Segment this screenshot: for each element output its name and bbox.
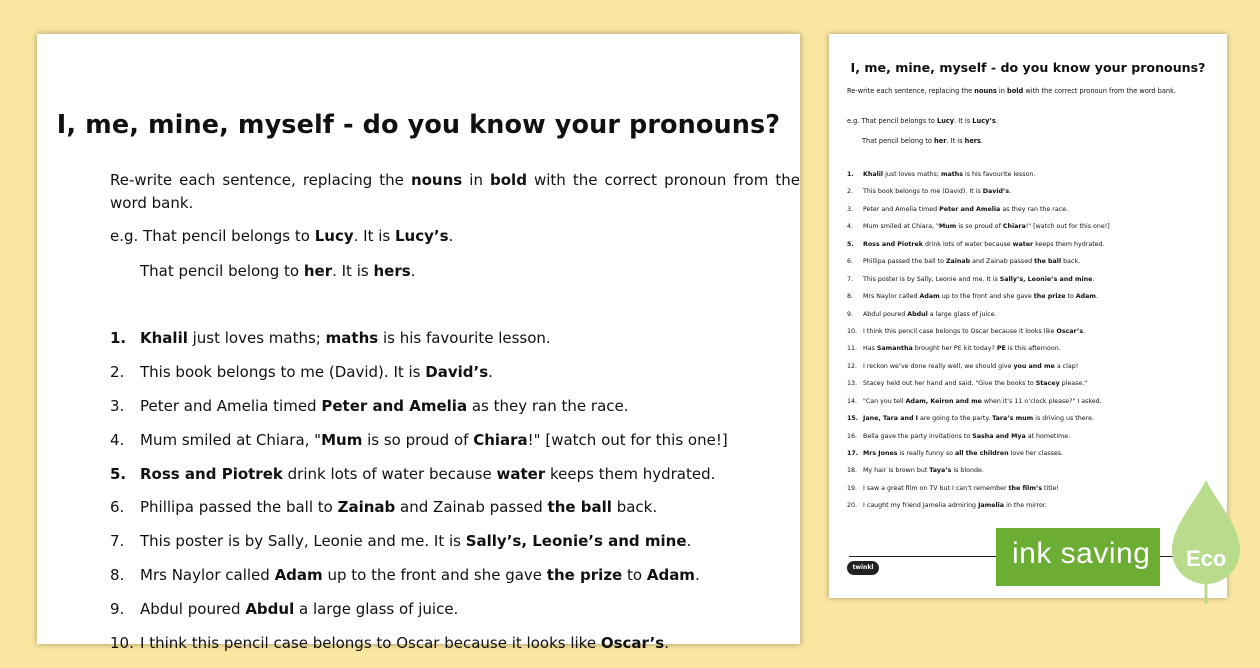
bold-noun: nouns [974, 87, 997, 95]
question-item [110, 329, 728, 363]
question-number: 7. [110, 532, 125, 551]
text-run: This book belongs to me (David). It is [140, 362, 426, 381]
bold-noun: Sally’s, Leonie’s and mine [999, 275, 1093, 283]
bold-noun: Ross and Piotrek [140, 464, 283, 483]
question-number: 11. [847, 345, 858, 353]
bold-noun: Chiara [1002, 223, 1026, 231]
bold-noun: Lucy [314, 227, 354, 245]
question-item [847, 467, 1110, 484]
text-run: e.g. That pencil belongs to [847, 117, 937, 125]
eco-label: Eco [1186, 546, 1227, 571]
text-run: and Zainab passed [970, 258, 1035, 266]
text-run: . [694, 566, 700, 585]
bold-noun: water [496, 464, 546, 483]
text-run: just loves maths; [187, 329, 326, 347]
question-item [847, 345, 1110, 362]
bold-noun: Adam [919, 293, 940, 301]
text-run: . [980, 137, 984, 145]
question-item [847, 188, 1110, 205]
question-item [847, 380, 1110, 397]
question-item [110, 634, 728, 668]
question-item [110, 363, 728, 397]
bold-noun: PE [996, 345, 1006, 353]
text-run: just loves maths; [883, 171, 941, 178]
question-item [847, 276, 1110, 293]
bold-noun: the prize [546, 566, 623, 585]
question-number: 20. [847, 502, 858, 510]
bold-noun: David’s [425, 362, 489, 381]
text-run: drink lots of water because [282, 464, 497, 483]
bold-noun: Taya’s [929, 467, 952, 475]
text-run: as they ran the race. [467, 396, 629, 415]
question-item [110, 498, 728, 532]
text-run: . [488, 362, 493, 381]
bold-noun: Abdul [245, 600, 295, 619]
question-item [847, 258, 1110, 275]
bold-noun: Abdul [907, 310, 928, 318]
text-run: . It is [353, 227, 395, 245]
question-item [847, 433, 1110, 450]
text-run: This poster is by Sally, Leonie and me. It is [863, 275, 1000, 283]
bold-noun: Mrs Jones [863, 450, 898, 457]
text-run: . [664, 634, 669, 653]
question-number: 9. [110, 600, 125, 619]
text-run: !" [watch out for this one!] [527, 430, 728, 449]
text-run: I reckon we’ve done really well, we should give [863, 362, 1014, 370]
bold-noun: nouns [410, 171, 463, 189]
question-number: 6. [847, 258, 854, 266]
bold-noun: Sasha and Mya [972, 432, 1026, 440]
text-run: I caught my friend Jamelia admiring [863, 502, 979, 510]
question-item [847, 311, 1110, 328]
bold-noun: Zainab [337, 498, 396, 517]
text-run: Bella gave the party invitations to [863, 432, 973, 440]
thumbnail-example-1 [847, 117, 998, 125]
question-item [847, 450, 1110, 467]
bold-noun: Adam, Keiron and me [905, 397, 982, 405]
text-run: . It is [954, 117, 973, 125]
text-run: . [1092, 275, 1095, 283]
bold-noun: Tara’s mum [992, 415, 1034, 423]
bold-noun: her [303, 262, 333, 280]
question-number: 8. [110, 566, 125, 585]
text-run: are going to the party. [917, 415, 993, 423]
question-number: 9. [847, 310, 854, 318]
question-number: 3. [110, 396, 125, 415]
question-item [847, 223, 1110, 240]
text-run: to [622, 566, 647, 585]
bold-noun: Mum [321, 430, 363, 449]
bold-noun: maths [940, 171, 963, 178]
ink-saving-text: ink saving [1012, 537, 1151, 570]
question-number: 1. [847, 171, 854, 178]
question-number: 19. [847, 484, 858, 492]
text-run: is really funny so [897, 450, 955, 457]
text-run: a large glass of juice. [294, 600, 459, 619]
text-run: Has [863, 345, 877, 353]
thumbnail-question-list [847, 171, 1110, 520]
question-number: 12. [847, 362, 858, 370]
text-run: Mrs Naylor called [140, 566, 275, 585]
thumbnail-instruction [847, 87, 1209, 97]
bold-noun: the prize [1033, 293, 1066, 301]
question-item [847, 241, 1110, 258]
text-run: back. [611, 498, 658, 517]
text-run: up to the front and she gave [322, 566, 547, 585]
bold-noun: Ross and Piotrek [863, 240, 923, 248]
text-run: Stacey held out her hand and said, "Give the books to [863, 380, 1036, 388]
question-number: 16. [847, 432, 858, 440]
thumbnail-example-2 [862, 137, 983, 145]
text-run: is so proud of [362, 430, 474, 449]
bold-noun: Sally’s, Leonie’s and mine [465, 532, 687, 551]
text-run: I think this pencil case belongs to Oscar because it looks like [140, 634, 601, 653]
question-number: 17. [847, 450, 859, 457]
text-run: . [1096, 293, 1099, 301]
question-item [847, 328, 1110, 345]
text-run: drink lots of water because [922, 240, 1013, 248]
worksheet-title: I, me, mine, myself - do you know your pronouns? [56, 110, 781, 140]
text-run: . [1009, 188, 1012, 196]
text-run: That pencil belong to [140, 262, 304, 280]
bold-noun: Peter and Amelia [321, 396, 468, 415]
text-run: in the mirror. [1004, 502, 1047, 510]
text-run: Mrs Naylor called [863, 293, 920, 301]
bold-noun: Peter and Amelia [939, 205, 1001, 213]
text-run: e.g. That pencil belongs to [110, 227, 315, 245]
question-number: 5. [847, 240, 854, 248]
text-run: Phillipa passed the ball to [863, 258, 946, 266]
bold-noun: the ball [1034, 258, 1062, 266]
question-item [847, 293, 1110, 310]
question-list [110, 329, 728, 668]
question-number: 7. [847, 275, 854, 283]
text-run: is so proud of [956, 223, 1003, 231]
text-run: Abdul poured [140, 600, 246, 619]
eco-leaf-icon [1166, 474, 1246, 606]
bold-noun: Lucy [937, 117, 955, 125]
text-run: Mum smiled at Chiara, " [140, 430, 322, 449]
text-run: a large glass of juice. [927, 310, 997, 318]
bold-noun: Jamelia [978, 502, 1005, 510]
text-run: Mum smiled at Chiara, " [863, 223, 940, 231]
question-number: 6. [110, 498, 125, 517]
bold-noun: Adam [1075, 293, 1096, 301]
example-line-1 [110, 227, 453, 245]
text-run: love her classes. [1008, 450, 1064, 457]
text-run: as they ran the race. [1000, 205, 1069, 213]
question-number: 15. [847, 415, 859, 423]
question-item [110, 431, 728, 465]
bold-noun: the ball [547, 498, 612, 517]
bold-noun: her [934, 137, 947, 145]
text-run: That pencil belong to [862, 137, 935, 145]
question-item [847, 415, 1110, 432]
text-run: . [686, 532, 692, 551]
bold-noun: bold [1007, 87, 1024, 95]
text-run: This poster is by Sally, Leonie and me. It is [140, 532, 466, 551]
question-item [847, 398, 1110, 415]
question-number: 18. [847, 467, 858, 475]
bold-noun: you and me [1013, 362, 1055, 370]
question-number: 10. [847, 327, 858, 335]
question-item [110, 465, 728, 499]
text-run: . [410, 262, 416, 280]
bold-noun: hers [373, 262, 411, 280]
text-run: Re-write each sentence, replacing the [847, 87, 975, 95]
worksheet-page-large [37, 34, 800, 653]
question-number: 8. [847, 293, 854, 301]
text-run: to [1065, 293, 1076, 301]
question-item [847, 502, 1110, 519]
question-number: 1. [110, 329, 127, 347]
text-run: Abdul poured [863, 310, 908, 318]
text-run: when it’s 11 o’clock please?" I asked. [981, 397, 1102, 405]
text-run: back. [1061, 258, 1081, 266]
instruction-text [110, 169, 800, 215]
bold-noun: Stacey [1035, 380, 1060, 388]
text-run: This book belongs to me (David). It is [863, 188, 983, 196]
bold-noun: bold [490, 171, 527, 189]
bold-noun: Adam [646, 566, 695, 585]
text-run: title! [1042, 484, 1059, 492]
thumbnail-title: I, me, mine, myself - do you know your pronouns? [850, 60, 1206, 75]
text-run: is blonde. [951, 467, 984, 475]
text-run: is his favourite lesson. [378, 329, 551, 347]
question-item [847, 363, 1110, 380]
text-run: . [1083, 327, 1086, 335]
bold-noun: David’s [982, 188, 1010, 196]
question-item [110, 397, 728, 431]
question-item [110, 532, 728, 566]
question-number: 10. [110, 634, 134, 653]
bold-noun: Oscar’s [600, 634, 665, 653]
text-run: . It is [332, 262, 374, 280]
question-number: 13. [847, 380, 858, 388]
text-run: up to the front and she gave [939, 293, 1034, 301]
question-number: 14. [847, 397, 858, 405]
question-item [110, 566, 728, 600]
bold-noun: Oscar’s [1056, 327, 1084, 335]
bold-noun: maths [325, 329, 379, 347]
text-run: . [448, 227, 454, 245]
bold-noun: Adam [274, 566, 323, 585]
bold-noun: Mum [939, 223, 957, 231]
text-run: is this afternoon. [1005, 345, 1061, 353]
bold-noun: Jane, Tara and I [863, 415, 918, 423]
text-run: "Can you tell [863, 397, 906, 405]
question-item [110, 600, 728, 634]
question-item [847, 485, 1110, 502]
text-run: My hair is brown but [863, 467, 930, 475]
question-number: 2. [847, 188, 854, 196]
text-run: and Zainab passed [395, 498, 548, 517]
bold-noun: Zainab [945, 258, 971, 266]
question-item [847, 171, 1110, 188]
bold-noun: Samantha [876, 345, 913, 353]
text-run: a clap! [1054, 362, 1079, 370]
bold-noun: all the children [954, 450, 1009, 457]
bold-noun: Lucy’s [395, 227, 449, 245]
text-run: in [462, 171, 491, 189]
text-run: I think this pencil case belongs to Oscar because it looks like [863, 327, 1057, 335]
question-number: 3. [847, 205, 854, 213]
text-run: Re-write each sentence, replacing the [110, 171, 411, 189]
text-run: is driving us there. [1033, 415, 1094, 423]
question-number: 2. [110, 362, 125, 381]
text-run: at hometime. [1025, 432, 1071, 440]
bold-noun: Khalil [140, 329, 188, 347]
text-run: brought her PE kit today? [912, 345, 997, 353]
twinkl-logo: twinkl [847, 561, 879, 575]
text-run: keeps them hydrated. [1033, 240, 1105, 248]
text-run: keeps them hydrated. [545, 464, 716, 483]
text-run: Peter and Amelia timed [140, 396, 322, 415]
bold-noun: water [1012, 240, 1034, 248]
bold-noun: the film’s [1008, 484, 1043, 492]
text-run: with the correct pronoun from the word bank. [110, 171, 800, 212]
question-number: 4. [847, 223, 854, 231]
text-run: Peter and Amelia timed [863, 205, 940, 213]
bold-noun: Chiara [473, 430, 528, 449]
example-line-2 [140, 262, 415, 280]
text-run: I saw a great film on TV but I can’t remember [863, 484, 1009, 492]
bold-noun: hers [964, 137, 981, 145]
question-number: 5. [110, 464, 127, 483]
text-run: is his favourite lesson. [963, 171, 1036, 178]
bold-noun: Khalil [863, 171, 884, 178]
question-number: 4. [110, 430, 125, 449]
text-run: please." [1059, 380, 1088, 388]
text-run: with the correct pronoun from the word bank. [1023, 87, 1176, 95]
text-run: in [996, 87, 1008, 95]
question-item [847, 206, 1110, 223]
text-run: Phillipa passed the ball to [140, 498, 338, 517]
text-run: . [995, 117, 998, 125]
bold-noun: Lucy’s [972, 117, 996, 125]
text-run: !" [watch out for this one!] [1025, 223, 1110, 231]
text-run: . It is [946, 137, 965, 145]
